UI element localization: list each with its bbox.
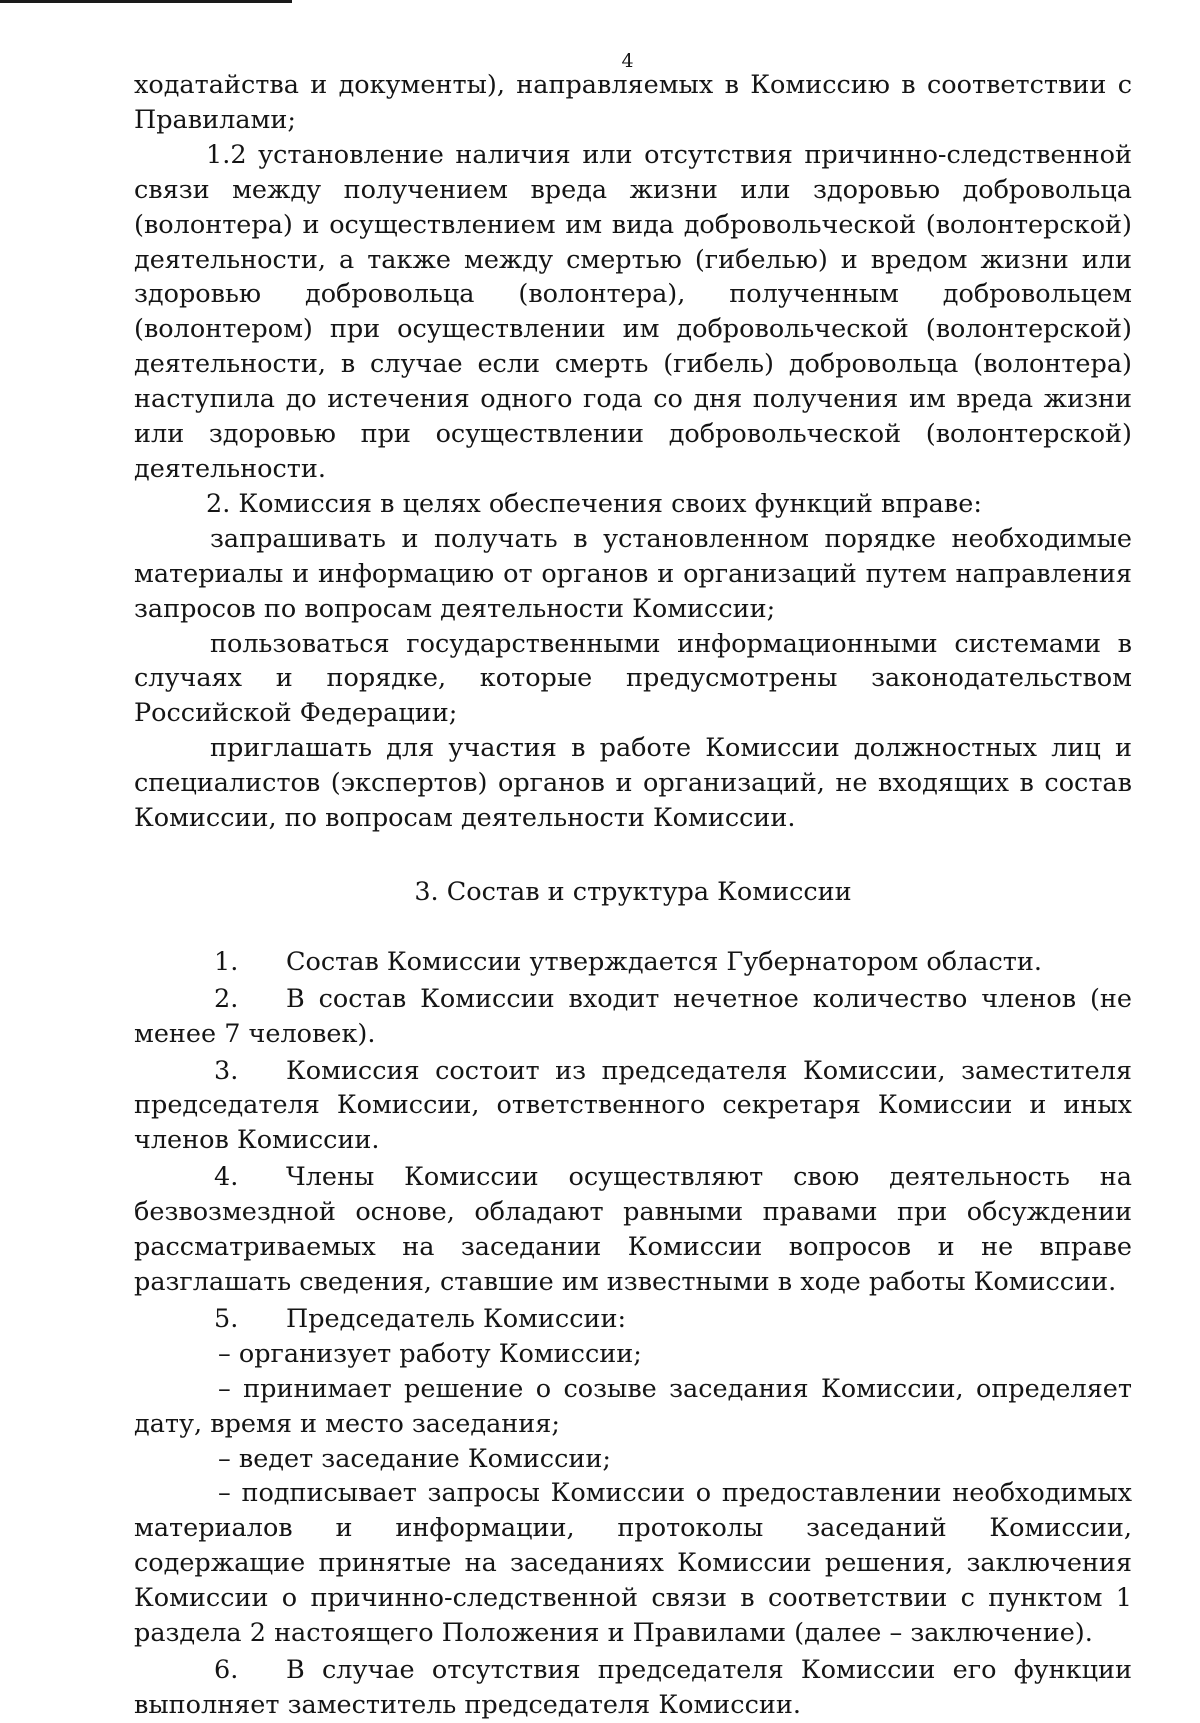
list-item-number: 2. [214, 983, 239, 1014]
list-item [134, 1302, 1132, 1337]
paragraph: 1.2 установление наличия или отсутствия причинно-следственной связи между получением вреда жизни или здоровью добровольца (волонтера) и осуществлением им вида добровольческой (волонтерской) деятельности, а также между смертью (гибелью) и вредом жизни или здоровью добровольца (волонтера), полученным добровольцем (волонтером) при осуществлении им добровольческой (волонтерской) деятельности, в случае если смерть (гибель) добровольца (волонтера) наступила до истечения одного года со дня получения им вреда жизни или здоровью при осуществлении добровольческой (волонтерской) деятельности. [134, 139, 1132, 484]
list-item-text: Состав Комиссии утверждается Губернатором области. [286, 946, 1042, 977]
paragraph: пользоваться государственными информационными системами в случаях и порядке, которые предусмотрены законодательством Российской Федерации; [134, 628, 1132, 729]
section-title: 3. Состав и структура Комиссии [414, 876, 852, 907]
list-item-text: Члены Комиссии осуществляют свою деятельность на безвозмездной основе, обладают равными правами при обсуждении рассматриваемых на заседании Комиссии вопросов и не вправе разглашать сведения, ставшие им известными в ходе работы Комиссии. [134, 1162, 1132, 1297]
list-item [134, 982, 1132, 1052]
paragraph: приглашать для участия в работе Комиссии должностных лиц и специалистов (экспертов) органов и организаций, не входящих в состав Комиссии, по вопросам деятельности Комиссии. [134, 733, 1132, 834]
paragraph: ходатайства и документы), направляемых в Комиссию в соответствии с Правилами; [134, 70, 1132, 135]
list-item-text: В состав Комиссии входит нечетное количество членов (не менее 7 человек). [134, 983, 1132, 1049]
chair-duty: – принимает решение о созыве заседания Комиссии, определяет дату, время и место заседания; [134, 1373, 1132, 1439]
list-item [134, 1653, 1132, 1723]
paragraph: 2. Комиссия в целях обеспечения своих функций вправе: [206, 488, 982, 519]
top-rule [0, 0, 292, 3]
list-item [134, 945, 1132, 980]
page-number: 4 [621, 50, 634, 72]
chair-duty: – подписывает запросы Комиссии о предоставлении необходимых материалов и информации, протоколы заседаний Комиссии, содержащие принятые на заседаниях Комиссии решения, заключения Комиссии о причинно-следственной связи в соответствии с пунктом 1 раздела 2 настоящего Положения и Правилами (далее – заключение). [134, 1478, 1132, 1649]
list-item [134, 1054, 1132, 1159]
paragraph: запрашивать и получать в установленном порядке необходимые материалы и информацию от органов и организаций путем направления запросов по вопросам деятельности Комиссии; [134, 523, 1132, 624]
list-item-text: В случае отсутствия председателя Комиссии его функции выполняет заместитель председателя Комиссии. [134, 1654, 1132, 1720]
chair-duty: – организует работу Комиссии; [218, 1338, 642, 1369]
list-item-text: Председатель Комиссии: [286, 1303, 627, 1334]
list-item-number: 5. [214, 1303, 239, 1334]
chair-duty: – ведет заседание Комиссии; [218, 1443, 611, 1474]
list-item [134, 1160, 1132, 1300]
list-item-number: 3. [214, 1055, 239, 1086]
list-item-number: 6. [214, 1654, 239, 1685]
document-body [134, 68, 1132, 1723]
list-item-number: 4. [214, 1162, 239, 1193]
list-item-text: Комиссия состоит из председателя Комиссии, заместителя председателя Комиссии, ответственного секретаря Комиссии и иных членов Комиссии. [134, 1055, 1132, 1156]
list-item-number: 1. [214, 946, 239, 977]
